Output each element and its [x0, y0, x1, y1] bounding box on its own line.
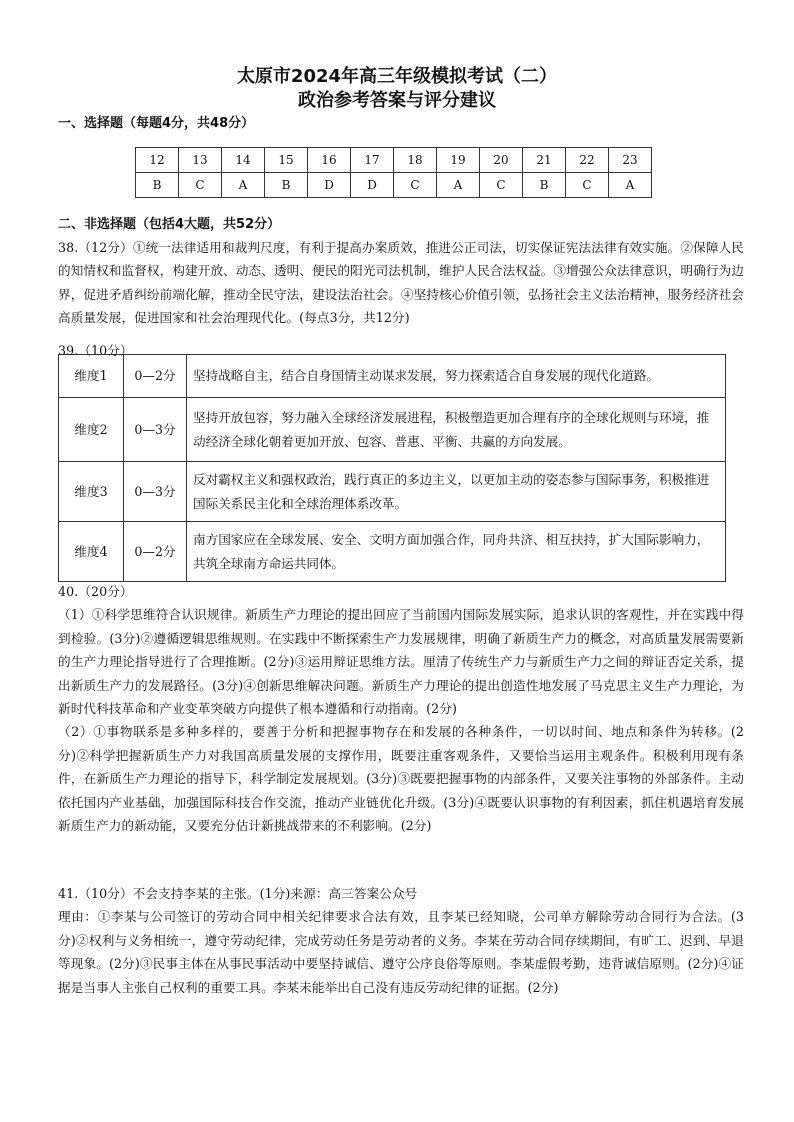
question-number: 16 [308, 148, 351, 173]
section2-heading: 二、非选择题（包括4大题，共52分） [58, 217, 281, 232]
question-39-header: 39.（10分） [58, 343, 133, 358]
question-number: 22 [566, 148, 609, 173]
answer-letter: C [394, 173, 437, 198]
question-number: 23 [609, 148, 652, 173]
question-number: 13 [179, 148, 222, 173]
dimension-content: 坚持开放包容，努力融入全球经济发展进程，积极塑造更加合理有序的全球化规则与环境，推动经济全球化朝着更加开放、包容、普惠、平衡、共赢的方向发展。 [187, 398, 726, 462]
answer-letter: B [265, 173, 308, 198]
question-40-header: 40.（20分） [58, 584, 133, 599]
answer-letter: A [437, 173, 480, 198]
question-number: 15 [265, 148, 308, 173]
answer-letter: C [566, 173, 609, 198]
answer-table-numbers-row [136, 148, 652, 173]
answer-letter: C [480, 173, 523, 198]
question-number: 21 [523, 148, 566, 173]
question-40-part2: （2）①事物联系是多种多样的，要善于分析和把握事物存在和发展的各种条件，一切以时间、地点和条件为转移。(2分)②科学把握新质生产力对我国高质量发展的支撑作用，既要注重客观条件，又要恰当运用主观条件。积极利用现有条件，在新质生产力理论的指导下，科学制定发展规划。(3分)③既要把握事物的内部条件，又要关注事物的外部条件。主动依托国内产业基础，加强国际科技合作交流，推动产业链优化升级。(3分)④既要认识事物的有利因素，抓住机遇培育发展新质生产力的新动能，又要充分估计新挑战带来的不利影响。(2分) [58, 724, 744, 834]
question-38-answer: 38.（12分）①统一法律适用和裁判尺度，有利于提高办案质效，推进公正司法，切实保证宪法法律有效实施。②保障人民的知情权和监督权，构建开放、动态、透明、便民的阳光司法机制，维护人民合法权益。③增强公众法律意识，明确行为边界，促进矛盾纠纷前端化解，推动全民守法，建设法治社会。④坚持核心价值引领，弘扬社会主义法治精神，服务经济社会高质量发展，促进国家和社会治理现代化。(每点3分，共12分) [58, 240, 744, 326]
question-number: 19 [437, 148, 480, 173]
answer-letter: A [609, 173, 652, 198]
question-number: 14 [222, 148, 265, 173]
question-40-part1: （1）①科学思维符合认识规律。新质生产力理论的提出回应了当前国内国际发展实际，追求认识的客观性，并在实践中得到检验。(3分)②遵循逻辑思维规则。在实践中不断探索生产力发展规律，明确了新质生产力的概念，对高质量发展需要新的生产力理论指导进行了合理推断。(2分)③运用辩证思维方法。厘清了传统生产力与新质生产力之间的辩证否定关系，提出新质生产力的发展路径。(3分)④创新思维解决问题。新质生产力理论的提出创造性地发展了马克思主义生产力理论，为新时代科技革命和产业变革突破方向提供了根本遵循和行动指南。(2分) [58, 607, 744, 717]
dimension-score: 0—3分 [124, 462, 187, 522]
answer-table-answers-row [136, 173, 652, 198]
dimension-row [59, 522, 726, 582]
question-number: 18 [394, 148, 437, 173]
page-title: 太原市2024年高三年级模拟考试（二） [236, 66, 558, 87]
question-40-answer [58, 580, 744, 837]
question-number: 20 [480, 148, 523, 173]
answer-letter: D [308, 173, 351, 198]
answer-table [135, 147, 652, 198]
dimension-score: 0—2分 [124, 355, 187, 398]
dimension-table [58, 354, 726, 582]
answer-letter: B [136, 173, 179, 198]
section1-heading: 一、选择题（每题4分，共48分） [58, 116, 255, 131]
dimension-content: 坚持战略自主，结合自身国情主动谋求发展，努力探索适合自身发展的现代化道路。 [187, 355, 726, 398]
answer-letter: D [351, 173, 394, 198]
dimension-score: 0—3分 [124, 398, 187, 462]
question-number: 12 [136, 148, 179, 173]
dimension-row [59, 398, 726, 462]
answer-letter: A [222, 173, 265, 198]
answer-letter: C [179, 173, 222, 198]
question-41-answer [58, 882, 744, 999]
dimension-row [59, 462, 726, 522]
dimension-content: 南方国家应在全球发展、安全、文明方面加强合作，同舟共济、相互扶持，扩大国际影响力，共筑全球南方命运共同体。 [187, 522, 726, 582]
answer-letter: B [523, 173, 566, 198]
question-number: 17 [351, 148, 394, 173]
dimension-label: 维度2 [59, 398, 124, 462]
page-subtitle: 政治参考答案与评分建议 [298, 90, 496, 111]
dimension-row [59, 355, 726, 398]
dimension-label: 维度4 [59, 522, 124, 582]
question-41-reason: 理由：①李某与公司签订的劳动合同中相关纪律要求合法有效，且李某已经知晓，公司单方解除劳动合同行为合法。(3分)②权利与义务相统一，遵守劳动纪律，完成劳动任务是劳动者的义务。李某在劳动合同存续期间，有旷工、迟到、早退等现象。(2分)③民事主体在从事民事活动中要坚持诚信、遵守公序良俗等原则。李某虚假考勤，违背诚信原则。(2分)④证据是当事人主张自己权利的重要工具。李某未能举出自己没有违反劳动纪律的证据。(2分) [58, 909, 744, 995]
dimension-label: 维度3 [59, 462, 124, 522]
dimension-content: 反对霸权主义和强权政治，践行真正的多边主义，以更加主动的姿态参与国际事务，积极推进国际关系民主化和全球治理体系改革。 [187, 462, 726, 522]
dimension-score: 0—2分 [124, 522, 187, 582]
question-41-header: 41.（10分）不会支持李某的主张。(1分)来源：高三答案公众号 [58, 886, 418, 901]
dimension-label: 维度1 [59, 355, 124, 398]
